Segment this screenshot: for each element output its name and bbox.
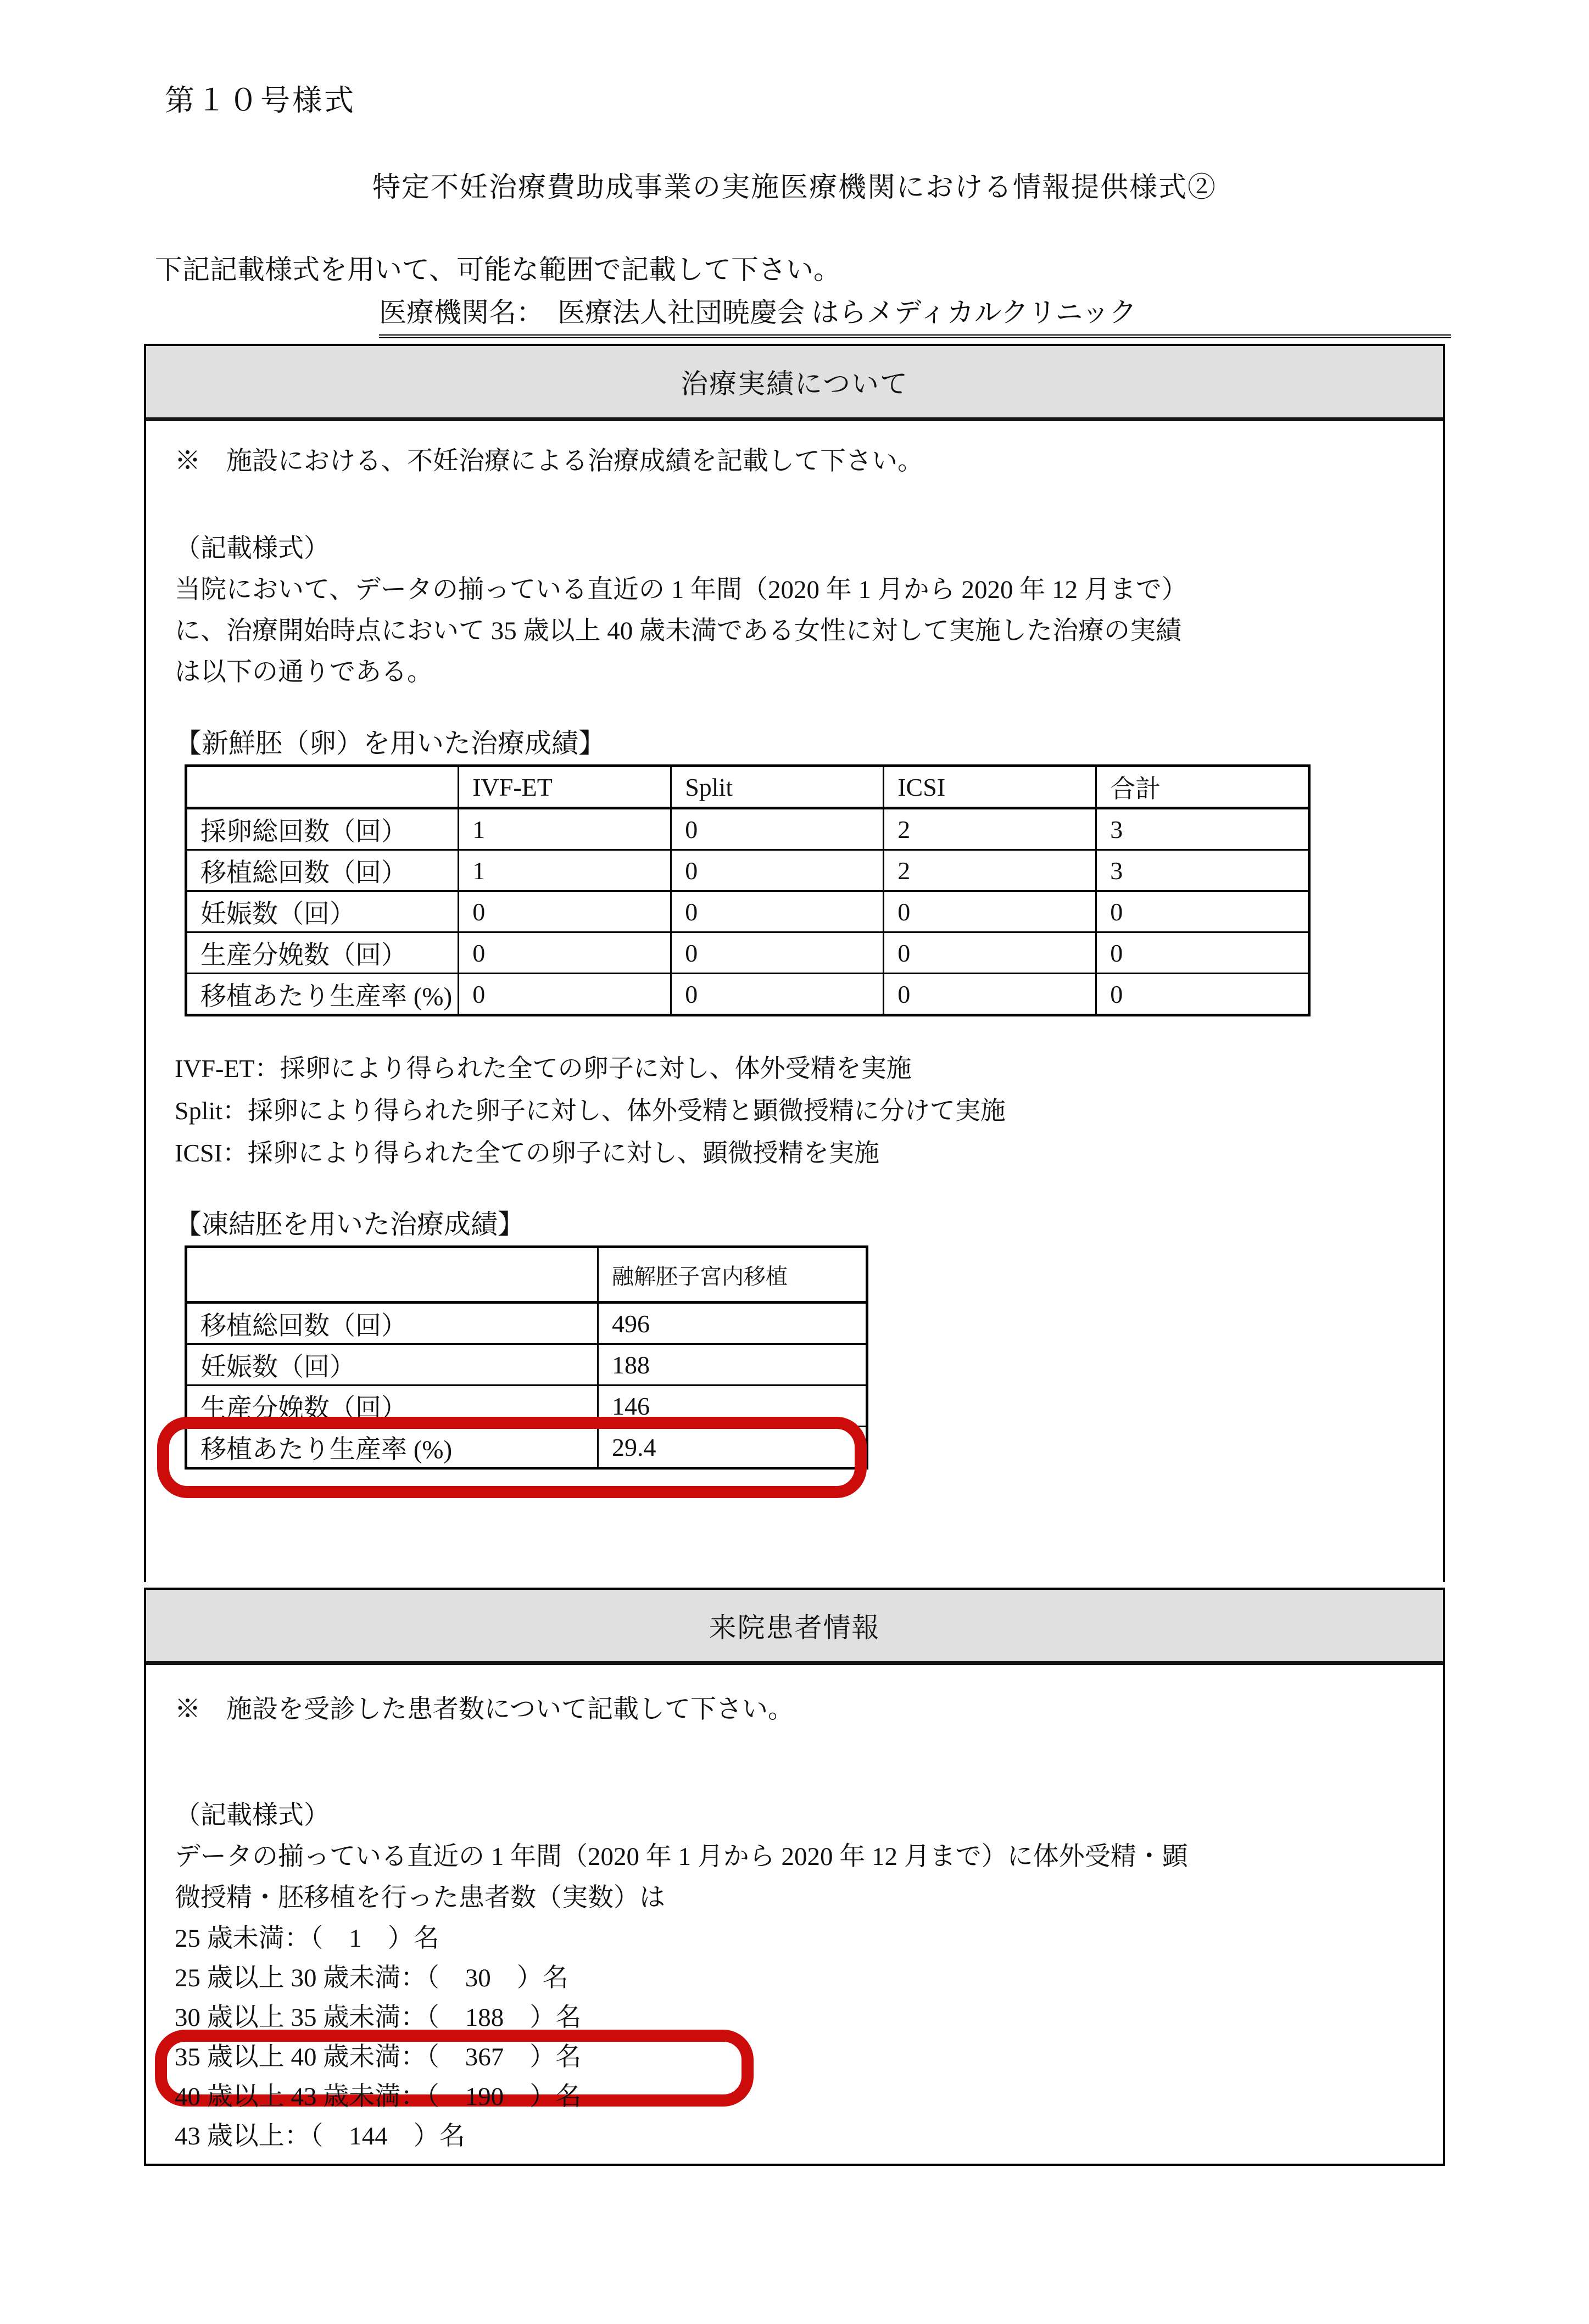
table-cell: 0 — [671, 891, 884, 932]
table-cell: 0 — [671, 974, 884, 1015]
document-title: 特定不妊治療費助成事業の実施医療機関における情報提供様式② — [372, 172, 1217, 203]
patient-section-body — [146, 1665, 1443, 2164]
frozen-embryo-table-title: 【凍結胚を用いた治療成績】 — [175, 1209, 525, 1239]
table-row — [186, 932, 1309, 974]
patient-info-section — [144, 1588, 1445, 2166]
table-cell: 0 — [1096, 891, 1309, 932]
institution-label: 医療機関名： — [379, 297, 530, 328]
age-group-item: 25 歳未満：（ 1 ）名 — [175, 1924, 439, 1953]
column-header: 融解胚子宮内移植 — [598, 1247, 867, 1303]
table-cell: 1 — [459, 850, 671, 891]
table-row — [186, 1344, 867, 1386]
table-cell: 0 — [671, 932, 884, 974]
table-cell: 0 — [671, 808, 884, 850]
table-cell: 0 — [884, 932, 1096, 974]
table-cell: 1 — [459, 808, 671, 850]
row-label: 移植総回数（回） — [186, 850, 459, 891]
table-cell: 29.4 — [598, 1427, 867, 1468]
table-header-row — [186, 1247, 867, 1303]
empty-corner-cell — [186, 766, 459, 808]
table-cell: 0 — [884, 974, 1096, 1015]
institution-underlined — [379, 290, 1451, 338]
fresh-embryo-table-title: 【新鮮胚（卵）を用いた治療成績】 — [175, 728, 606, 758]
table-cell: 0 — [459, 974, 671, 1015]
table-row — [186, 974, 1309, 1015]
form-number: 第１０号様式 — [165, 84, 356, 117]
patient-note: ※ 施設を受診した患者数について記載して下さい。 — [175, 1695, 794, 1724]
table-row highlighted-row — [186, 1427, 867, 1468]
institution-line — [379, 290, 1589, 338]
row-label: 移植総回数（回） — [186, 1303, 598, 1344]
treatment-note: ※ 施設における、不妊治療による治療成績を記載して下さい。 — [175, 447, 923, 476]
table-cell: 496 — [598, 1303, 867, 1344]
treatment-description-line: に、治療開始時点において 35 歳以上 40 歳未満である女性に対して実施した治療の実績 — [175, 617, 1181, 645]
format-label-1: （記載様式） — [175, 534, 330, 563]
age-group-item-highlighted — [175, 2037, 1414, 2077]
institution-name: 医療法人社団暁慶会 はらメディカルクリニック — [557, 297, 1137, 328]
table-cell: 3 — [1096, 850, 1309, 891]
frozen-embryo-table — [185, 1245, 868, 1470]
table-cell: 0 — [459, 932, 671, 974]
section-bottom-space — [175, 1472, 1414, 1582]
table-row — [186, 1303, 867, 1344]
row-label: 採卵総回数（回） — [186, 808, 459, 850]
definition-line: IVF-ET：採卵により得られた全ての卵子に対し、体外受精を実施 — [175, 1054, 912, 1082]
table-cell: 0 — [884, 891, 1096, 932]
frozen-embryo-table-wrap — [175, 1245, 868, 1470]
table-row — [186, 850, 1309, 891]
age-group-list — [175, 1919, 1414, 2156]
table-cell: 0 — [459, 891, 671, 932]
age-group-item: 30 歳以上 35 歳未満：（ 188 ）名 — [175, 2003, 582, 2032]
row-label: 生産分娩数（回） — [186, 1386, 598, 1427]
patient-description-line: 微授精・胚移植を行った患者数（実数）は — [175, 1884, 665, 1912]
column-header: Split — [671, 766, 884, 808]
table-cell: 2 — [884, 850, 1096, 891]
row-label: 生産分娩数（回） — [186, 932, 459, 974]
table-cell: 0 — [671, 850, 884, 891]
table-cell: 2 — [884, 808, 1096, 850]
row-label: 移植あたり生産率 (%) — [186, 1427, 598, 1468]
definition-line: ICSI：採卵により得られた全ての卵子に対し、顕微授精を実施 — [175, 1139, 879, 1167]
table-header-row — [186, 766, 1309, 808]
fill-instruction: 下記記載様式を用いて、可能な範囲で記載して下さい。 — [155, 254, 841, 285]
age-group-item: 25 歳以上 30 歳未満：（ 30 ）名 — [175, 1964, 568, 1992]
column-header: 合計 — [1096, 766, 1309, 808]
treatment-description-line: 当院において、データの揃っている直近の 1 年間（2020 年 1 月から 2020 年 12 月まで） — [175, 576, 1187, 604]
row-label: 妊娠数（回） — [186, 1344, 598, 1386]
patient-description-line: データの揃っている直近の 1 年間（2020 年 1 月から 2020 年 12 月まで）に体外受精・顕 — [175, 1842, 1188, 1871]
age-group-text: 35 歳以上 40 歳未満：（ 367 ）名 — [175, 2043, 582, 2071]
age-group-item: 43 歳以上：（ 144 ）名 — [175, 2122, 465, 2150]
column-header: ICSI — [884, 766, 1096, 808]
patient-section-header: 来院患者情報 — [146, 1590, 1443, 1665]
format-label-2: （記載様式） — [175, 1801, 330, 1830]
row-label: 妊娠数（回） — [186, 891, 459, 932]
age-group-item: 40 歳以上 43 歳未満：（ 190 ）名 — [175, 2082, 582, 2111]
table-cell: 146 — [598, 1386, 867, 1427]
definition-line: Split：採卵により得られた卵子に対し、体外受精と顕微授精に分けて実施 — [175, 1097, 1006, 1125]
row-label: 移植あたり生産率 (%) — [186, 974, 459, 1015]
treatment-results-section — [144, 344, 1445, 1582]
table-row — [186, 1386, 867, 1427]
column-header: IVF-ET — [459, 766, 671, 808]
table-cell: 188 — [598, 1344, 867, 1386]
table-row — [186, 891, 1309, 932]
table-row — [186, 808, 1309, 850]
treatment-description-line: は以下の通りである。 — [175, 658, 433, 686]
table-cell: 0 — [1096, 974, 1309, 1015]
table-cell: 0 — [1096, 932, 1309, 974]
fresh-embryo-table — [185, 764, 1311, 1016]
treatment-section-body — [146, 421, 1443, 1582]
method-definitions — [175, 1047, 1414, 1174]
treatment-section-header: 治療実績について — [146, 346, 1443, 421]
table-cell: 3 — [1096, 808, 1309, 850]
empty-corner-cell — [186, 1247, 598, 1303]
